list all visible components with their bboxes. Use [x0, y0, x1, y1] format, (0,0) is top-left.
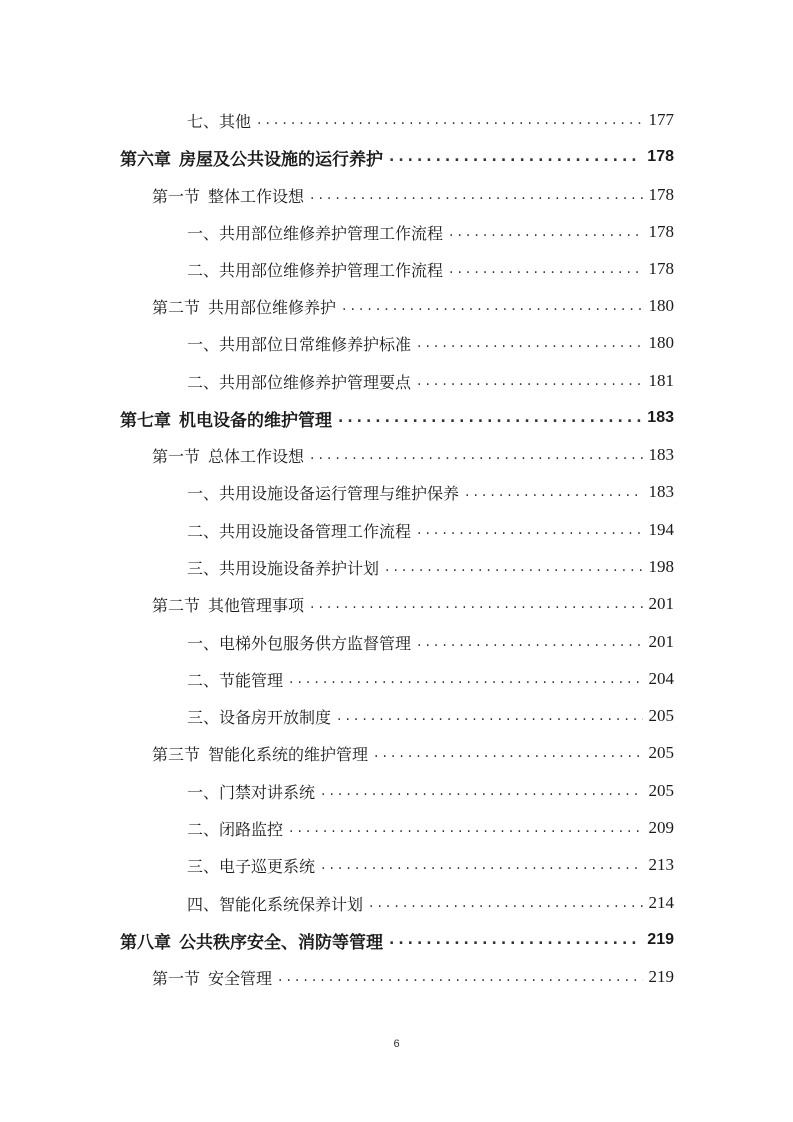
toc-section-entry[interactable]: [152, 740, 674, 766]
dot-leader: [449, 224, 642, 240]
toc-entry[interactable]: [187, 107, 674, 133]
entry-page: 198: [648, 557, 674, 576]
dot-leader: [374, 745, 642, 761]
entry-title-group: [187, 332, 411, 355]
toc-entry[interactable]: [187, 479, 674, 505]
entry-page: 204: [648, 669, 674, 688]
entry-number: 第七章: [120, 410, 171, 431]
entry-number: 第二节: [152, 595, 201, 615]
entry-title: 共用设施设备养护计划: [219, 558, 380, 578]
toc-entry[interactable]: [187, 517, 674, 543]
entry-number: 第八章: [120, 932, 171, 953]
dot-leader: [417, 373, 642, 389]
entry-title: 安全管理: [208, 968, 273, 988]
entry-number: 三、: [187, 707, 220, 727]
entry-page: 178: [647, 148, 674, 165]
toc-section-entry[interactable]: [152, 964, 674, 990]
entry-page: 194: [648, 520, 674, 539]
toc-section-entry[interactable]: [152, 293, 674, 319]
entry-title-group: [187, 519, 411, 542]
entry-title: 节能管理: [219, 670, 284, 690]
entry-number: 一、: [187, 633, 220, 653]
entry-number: 四、: [187, 894, 220, 914]
entry-number: 二、: [187, 819, 220, 839]
entry-title: 智能化系统保养计划: [219, 894, 364, 914]
entry-title-group: [187, 258, 443, 281]
entry-number: 二、: [187, 521, 220, 541]
toc-section-entry[interactable]: [152, 591, 674, 617]
toc-entry[interactable]: [187, 330, 674, 356]
entry-title-group: [187, 854, 315, 877]
entry-title: 房屋及公共设施的运行养护: [179, 149, 383, 170]
toc-entry[interactable]: [187, 666, 674, 692]
dot-leader: [257, 112, 642, 128]
entry-page: 178: [648, 185, 674, 204]
entry-title-group: [187, 221, 443, 244]
toc-entry[interactable]: [187, 554, 674, 580]
entry-title: 电梯外包服务供方监督管理: [219, 633, 412, 653]
entry-title: 智能化系统的维护管理: [208, 744, 369, 764]
entry-number: 二、: [187, 372, 220, 392]
entry-number: 第一节: [152, 968, 201, 988]
entry-page: 178: [648, 259, 674, 278]
entry-title-group: [152, 184, 304, 207]
toc-entry[interactable]: [187, 778, 674, 804]
dot-leader: [449, 261, 642, 277]
entry-title: 公共秩序安全、消防等管理: [179, 932, 383, 953]
entry-title: 共用部位日常维修养护标准: [219, 334, 412, 354]
entry-title: 机电设备的维护管理: [179, 410, 332, 431]
entry-page: 201: [648, 632, 674, 651]
toc-entry[interactable]: [187, 890, 674, 916]
toc-entry[interactable]: [187, 852, 674, 878]
dot-leader: [338, 410, 641, 426]
entry-number: 一、: [187, 483, 220, 503]
entry-title: 闭路监控: [219, 819, 284, 839]
entry-title: 共用部位维修养护管理工作流程: [219, 260, 444, 280]
entry-title: 共用部位维修养护管理要点: [219, 372, 412, 392]
entry-page: 213: [648, 855, 674, 874]
dot-leader: [289, 671, 642, 687]
dot-leader: [389, 932, 641, 948]
dot-leader: [369, 895, 642, 911]
entry-title-group: [187, 631, 411, 654]
entry-number: 二、: [187, 670, 220, 690]
entry-title-group: [120, 928, 383, 953]
entry-title: 门禁对讲系统: [219, 782, 316, 802]
entry-page: 180: [648, 296, 674, 315]
entry-title: 整体工作设想: [208, 186, 305, 206]
entry-page: 201: [648, 594, 674, 613]
entry-page: 209: [648, 818, 674, 837]
dot-leader: [310, 447, 642, 463]
toc-entry[interactable]: [187, 256, 674, 282]
entry-page: 183: [647, 409, 674, 426]
toc-entry[interactable]: [187, 219, 674, 245]
entry-number: 一、: [187, 223, 220, 243]
entry-title-group: [187, 370, 411, 393]
entry-title-group: [152, 444, 304, 467]
dot-leader: [385, 559, 642, 575]
entry-title-group: [187, 892, 363, 915]
entry-number: 第一节: [152, 446, 201, 466]
entry-number: 第六章: [120, 149, 171, 170]
toc-entry[interactable]: [187, 368, 674, 394]
entry-page: 219: [648, 967, 674, 986]
entry-title-group: [187, 780, 315, 803]
entry-title-group: [152, 295, 336, 318]
entry-title-group: [152, 593, 304, 616]
entry-title-group: [187, 668, 283, 691]
entry-title-group: [120, 145, 383, 170]
entry-number: 一、: [187, 334, 220, 354]
entry-number: 第三节: [152, 744, 201, 764]
entry-page: 180: [648, 333, 674, 352]
page-number: 6: [393, 1038, 400, 1050]
toc-chapter-entry[interactable]: [120, 405, 674, 431]
entry-page: 183: [648, 482, 674, 501]
entry-title-group: [187, 705, 331, 728]
entry-title: 共用设施设备管理工作流程: [219, 521, 412, 541]
entry-page: 205: [648, 781, 674, 800]
entry-title: 其他管理事项: [208, 595, 305, 615]
entry-page: 181: [648, 371, 674, 390]
entry-title: 电子巡更系统: [219, 856, 316, 876]
entry-page: 214: [648, 893, 674, 912]
entry-title: 设备房开放制度: [219, 707, 332, 727]
entry-page: 205: [648, 706, 674, 725]
dot-leader: [417, 335, 642, 351]
entry-title-group: [187, 481, 459, 504]
entry-title: 共用部位维修养护管理工作流程: [219, 223, 444, 243]
entry-title-group: [152, 742, 368, 765]
entry-title-group: [120, 406, 332, 431]
entry-title: 其他: [219, 111, 252, 131]
entry-title: 共用设施设备运行管理与维护保养: [219, 483, 460, 503]
dot-leader: [310, 596, 642, 612]
entry-number: 一、: [187, 782, 220, 802]
entry-title-group: [187, 556, 379, 579]
dot-leader: [342, 298, 642, 314]
entry-number: 第一节: [152, 186, 201, 206]
dot-leader: [289, 820, 642, 836]
entry-title-group: [187, 109, 251, 132]
dot-leader: [465, 484, 642, 500]
dot-leader: [310, 187, 642, 203]
entry-page: 183: [648, 445, 674, 464]
entry-number: 第二节: [152, 297, 201, 317]
toc-entry[interactable]: [187, 703, 674, 729]
toc-chapter-entry[interactable]: [120, 144, 674, 170]
dot-leader: [321, 857, 642, 873]
entry-title: 共用部位维修养护: [208, 297, 337, 317]
entry-page: 205: [648, 743, 674, 762]
entry-page: 177: [648, 110, 674, 129]
toc-entry[interactable]: [187, 815, 674, 841]
entry-number: 三、: [187, 558, 220, 578]
toc-chapter-entry[interactable]: [120, 927, 674, 953]
entry-number: 三、: [187, 856, 220, 876]
entry-title-group: [152, 966, 272, 989]
toc-section-entry[interactable]: [152, 182, 674, 208]
entry-title: 总体工作设想: [208, 446, 305, 466]
toc-section-entry[interactable]: [152, 442, 674, 468]
dot-leader: [337, 708, 642, 724]
dot-leader: [417, 522, 642, 538]
dot-leader: [321, 783, 642, 799]
dot-leader: [389, 149, 641, 165]
toc-entry[interactable]: [187, 629, 674, 655]
entry-title-group: [187, 817, 283, 840]
dot-leader: [417, 634, 642, 650]
entry-number: 七、: [187, 111, 220, 131]
dot-leader: [278, 969, 642, 985]
entry-number: 二、: [187, 260, 220, 280]
entry-page: 178: [648, 222, 674, 241]
entry-page: 219: [647, 931, 674, 948]
